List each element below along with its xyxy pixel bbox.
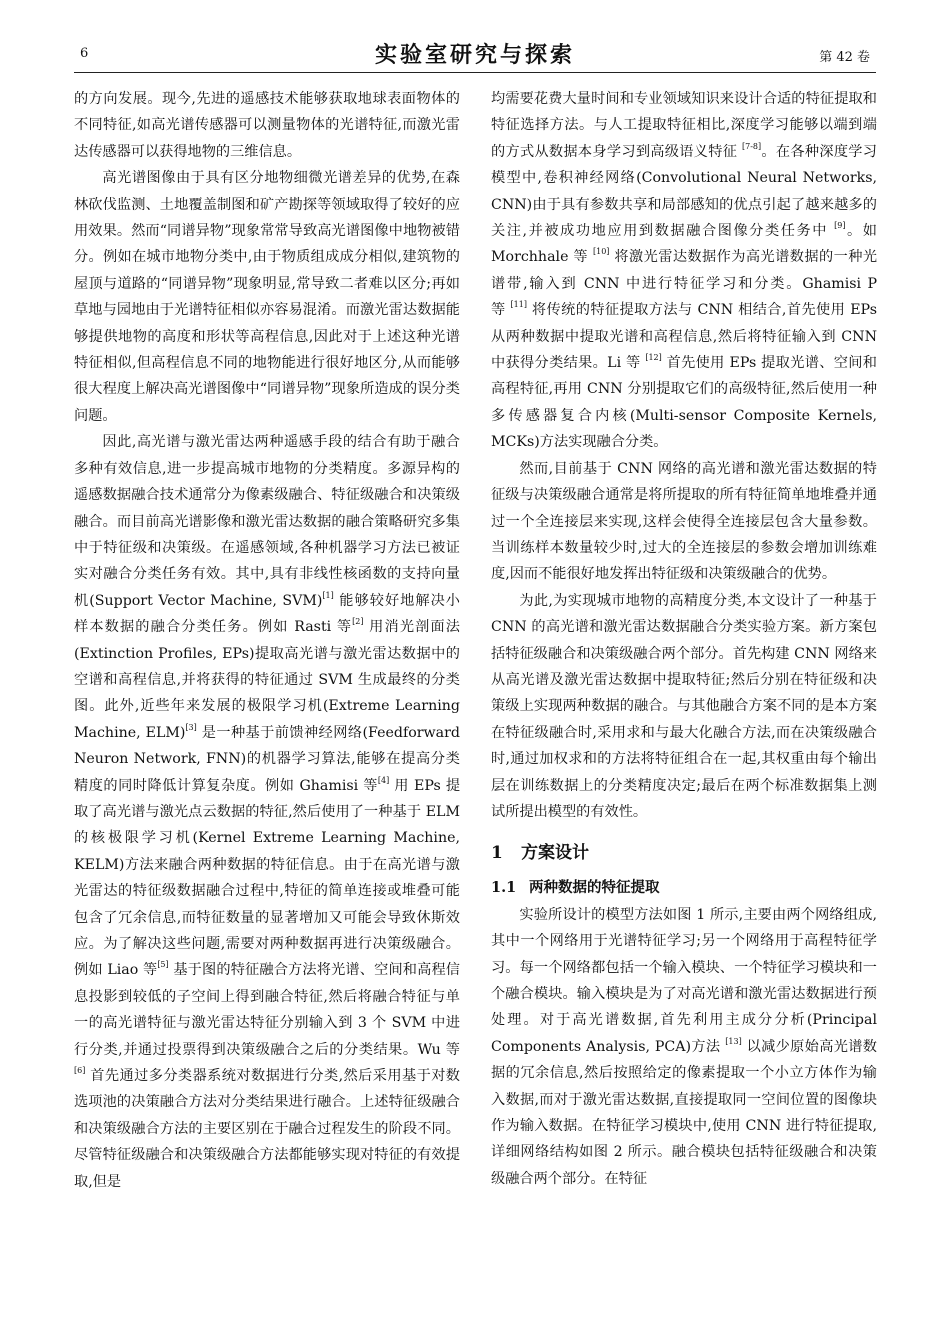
text-segment: 基于图的特征融合方法将光谱、空间和高程信息投影到较低的子空间上得到融合特征,然后将融合特征与单一的高光谱特征与激光雷达特征分别输入到 3 个 SVM 中进行分类,并通过投票得到决策级融合之后的分类结果。Wu 等	[74, 962, 460, 1058]
text-segment: 首先使用 EPs 提取光谱、空间和高程特征,再用 CNN 分别提取它们的高级特征,然后使用一种多传感器复合内核(Multi-sensor Composite Kernels, MCKs)方法实现融合分类。	[491, 355, 877, 451]
subsection-number: 1.1	[491, 879, 517, 897]
citation-ref: [10]	[592, 247, 610, 257]
paragraph-deep-learning	[491, 86, 877, 456]
paragraph-proposed-method: 为此,为实现城市地物的高精度分类,本文设计了一种基于 CNN 的高光谱和激光雷达数据融合分类实验方案。新方案包括特征级融合和决策级融合两个部分。首先构建 CNN 网络来从高光谱及激光雷达数据中提取特征;然后分别在特征级和决策级上实现两种数据的融合。与其他融合方案不同的是本方案在特征级融合时,采用求和与最大化融合方法,而在决策级融合时,通过加权求和的方法将特征组合在一起,其权重由每个输出层在训练数据上的分类精度决定;最后在两个标准数据集上测试所提出模型的有效性。	[491, 592, 877, 820]
left-column	[74, 86, 460, 1195]
section-heading	[491, 839, 877, 867]
text-segment: 用 EPs 提取了高光谱与激光点云数据的特征,然后使用了一种基于 ELM 的核极限学习机(Kernel Extreme Learning Machine, KELM)方法来融合两种数据的特征信息。由于在高光谱与激光雷达的特征级数据融合过程中,特征的简单连接或堆叠可能包含了冗余信息,而特征数量的显著增加又可能会导致休斯效应。为了解决这些问题,需要对两种数据再进行决策级融合。例如 Liao 等	[74, 777, 461, 979]
paragraph-intro-continued: 的方向发展。现今,先进的遥感技术能够获取地球表面物体的不同特征,如高光谱传感器可以测量物体的光谱特征,而激光雷达传感器可以获得地物的三维信息。	[74, 91, 460, 160]
citation-ref: [7-8]	[742, 141, 762, 151]
citation-ref: [5]	[157, 960, 169, 970]
citation-ref: [12]	[645, 353, 662, 363]
running-header	[74, 36, 876, 73]
page-number: 6	[80, 46, 89, 61]
paragraph-model-design	[491, 902, 877, 1192]
text-segment: 因此,高光谱与激光雷达两种遥感手段的结合有助于融合多种有效信息,进一步提高城市地物的分类精度。多源异构的遥感数据融合技术通常分为像素级融合、特征级融合和决策级融合。而目前高光谱影像和激光雷达数据的融合策略研究多集中于特征级和决策级。在遥感领域,各种机器学习方法已被证实对融合分类任务有效。其中,具有非线性核函数的支持向量机(Support Vector Machine, SVM)	[74, 434, 460, 609]
citation-ref: [11]	[510, 300, 527, 310]
text-segment: 以减少原始高光谱数据的冗余信息,然后按照给定的像素提取一个小立方体作为输入数据,而对于激光雷达数据,直接提取同一空间位置的图像块作为输入数据。在特征学习模块中,使用 CNN 进行特征提取,详细网络结构如图 2 所示。融合模块包括特征级融合和决策级融合两个部分。在特征	[491, 1038, 877, 1187]
paragraph-limitations: 然而,目前基于 CNN 网络的高光谱和激光雷达数据的特征级与决策级融合通常是将所提取的所有特征简单地堆叠并通过一个全连接层来实现,这样会使得全连接层包含大量参数。当训练样本数量较少时,过大的全连接层的参数会增加训练难度,因而不能很好地发挥出特征级和决策级融合的优势。	[491, 460, 877, 583]
text-segment: 。在各种深度学习模型中,卷积神经网络(Convolutional Neural Networks, CNN)由于具有参数共享和局部感知的优点引起了越来越多的关注,并被成功地应用到数据融合图像分类任务中	[491, 143, 877, 240]
volume-label: 第 42 卷	[819, 50, 870, 65]
citation-ref: [13]	[725, 1036, 742, 1046]
citation-ref: [3]	[185, 722, 197, 732]
text-segment: 实验所设计的模型方法如图 1 所示,主要由两个网络组成,其中一个网络用于光谱特征学习;另一个网络用于高程特征学习。每一个网络都包括一个输入模块、一个特征学习模块和一个融合模块。输入模块是为了对高光谱和激光雷达数据进行预处理。对于高光谱数据,首先利用主成分分析(Principal Components Analysis, PCA)方法	[491, 906, 877, 1055]
journal-title: 实验室研究与探索	[374, 42, 575, 68]
text-segment: 能够较好地解决小样本数据的融合分类任务。例如 Rasti 等	[74, 592, 460, 636]
text-segment: 首先通过多分类器系统对数据进行分类,然后采用基于对数选项池的决策融合方法对分类结果进行融合。上述特征级融合和决策级融合方法的主要区别在于融合过程发生的阶段不同。尽管特征级融合和决策级融合方法都能够实现对特征的有效提取,但是	[74, 1068, 460, 1190]
text-segment: 。如 Morchhale 等	[491, 223, 877, 266]
text-segment: 是一种基于前馈神经网络(Feedforward Neuron Network, FNN)的机器学习算法,能够在提高分类精度的同时降低计算复杂度。例如 Ghamisi 等	[74, 724, 460, 794]
subsection-title: 两种数据的特征提取	[529, 879, 660, 897]
subsection-heading	[491, 875, 877, 901]
text-segment: 用消光剖面法(Extinction Profiles, EPs)提取高光谱与激光雷达数据中的空谱和高程信息,并将获得的特征通过 SVM 生成最终的分类图。此外,近些年来发展的极限学习机(Extreme Learning Machine, ELM)	[74, 619, 460, 741]
right-column	[491, 86, 877, 1192]
text-segment: 将激光雷达数据作为高光谱数据的一种光谱带,输入到 CNN 中进行特征学习和分类。Ghamisi P 等	[491, 249, 878, 319]
text-segment: 将传统的特征提取方法与 CNN 相结合,首先使用 EPs 从两种数据中提取光谱和高程信息,然后将特征输入到 CNN 中获得分类结果。Li 等	[491, 302, 877, 372]
citation-ref: [1]	[322, 590, 334, 600]
section-title: 方案设计	[521, 843, 589, 864]
paragraph-fusion-methods	[74, 429, 460, 1195]
citation-ref: [4]	[377, 775, 390, 785]
citation-ref: [9]	[834, 221, 846, 231]
citation-ref: [6]	[74, 1066, 86, 1076]
citation-ref: [2]	[352, 617, 364, 627]
section-number: 1	[491, 843, 503, 864]
text-segment: 均需要花费大量时间和专业领域知识来设计合适的特征提取和特征选择方法。与人工提取特征相比,深度学习能够以端到端的方式从数据本身学习到高级语义特征	[491, 91, 877, 160]
paragraph-hyperspectral: 高光谱图像由于具有区分地物细微光谱差异的优势,在森林砍伐监测、土地覆盖制图和矿产勘探等领域取得了较好的应用效果。然而“同谱异物”现象常常导致高光谱图像中地物被错分。例如在城市地物分类中,由于物质组成成分相似,建筑物的屋顶与道路的“同谱异物”现象明显,常导致二者难以区分;再如草地与园地由于光谱特征相似亦容易混淆。而激光雷达数据能够提供地物的高度和形状等高程信息,因此对于上述这种光谱特征相似,但高程信息不同的地物能进行很好地区分,从而能够很大程度上解决高光谱图像中“同谱异物”现象所造成的误分类问题。	[74, 170, 460, 424]
